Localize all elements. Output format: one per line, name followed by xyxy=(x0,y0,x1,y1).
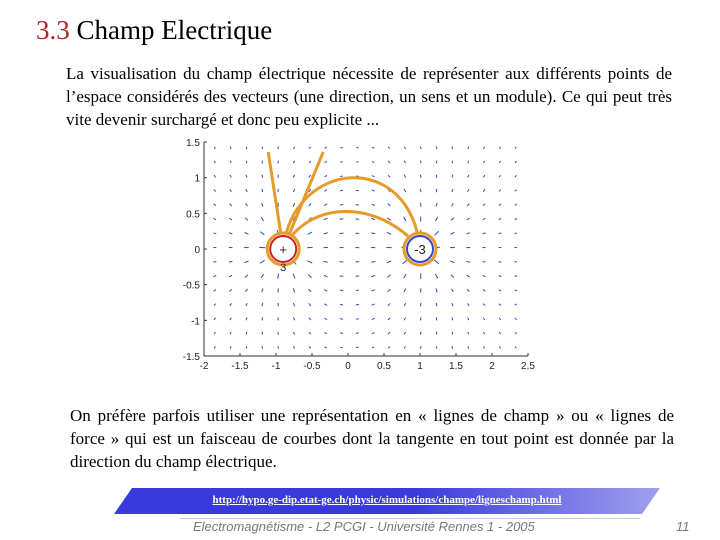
field-vector xyxy=(309,175,311,177)
field-vector xyxy=(435,274,437,278)
field-vector xyxy=(278,146,279,148)
field-vector xyxy=(434,231,438,235)
field-vector xyxy=(246,303,247,306)
field-vector xyxy=(324,318,327,320)
field-vector xyxy=(452,303,453,306)
field-vector xyxy=(499,233,502,234)
field-vector xyxy=(404,217,406,221)
field-chart xyxy=(170,136,540,372)
field-vector xyxy=(436,288,437,292)
field-vector xyxy=(213,218,216,219)
field-vector xyxy=(499,276,502,277)
field-vector xyxy=(214,190,216,192)
field-vector xyxy=(230,147,231,149)
field-vector xyxy=(388,289,391,292)
field-vector xyxy=(468,346,469,348)
field-vector xyxy=(371,218,375,219)
field-vector xyxy=(483,233,486,234)
field-vector xyxy=(229,233,232,234)
field-vector xyxy=(467,204,469,206)
field-vector xyxy=(293,147,294,149)
field-vector xyxy=(420,147,421,149)
field-vector xyxy=(515,204,517,205)
field-vector xyxy=(404,289,406,293)
field-vector xyxy=(293,317,294,320)
field-vector xyxy=(309,347,311,349)
field-vector xyxy=(324,290,327,292)
paragraph-field-lines: On préfère parfois utiliser une représentation en « lignes de champ » ou « lignes de force » qui est un faisceau de courbes dont la tangente en tout point est donnée par la direction du champ électrique. xyxy=(70,406,674,471)
field-vector xyxy=(388,303,390,305)
field-vector xyxy=(404,318,405,321)
field-vector xyxy=(499,219,502,220)
field-vector xyxy=(515,318,517,320)
footer-source: Electromagnétisme - L2 PCGI - Université Rennes 1 - 2005 xyxy=(193,519,535,534)
field-vector xyxy=(404,161,405,163)
field-vector xyxy=(452,175,453,178)
field-vector xyxy=(450,261,454,263)
field-vector xyxy=(293,203,294,207)
field-vector xyxy=(324,261,328,262)
field-vector xyxy=(324,190,327,192)
field-vector xyxy=(293,332,294,335)
field-vector xyxy=(388,347,390,349)
field-vector xyxy=(388,147,390,149)
field-vector xyxy=(515,175,517,177)
field-vector xyxy=(325,147,327,148)
field-vector xyxy=(293,189,294,192)
field-vector xyxy=(262,289,264,293)
field-vector xyxy=(324,233,328,234)
field-vector xyxy=(420,332,421,335)
field-vector xyxy=(214,204,216,206)
field-vector xyxy=(214,290,216,292)
field-vector xyxy=(260,260,265,263)
charge-label: -3 xyxy=(414,242,426,257)
field-vector xyxy=(262,189,263,192)
field-vector xyxy=(515,147,516,149)
x-tick-label: 0 xyxy=(345,361,351,372)
field-vector xyxy=(451,275,454,278)
field-vector xyxy=(245,289,247,292)
field-vector xyxy=(499,318,501,320)
field-vector xyxy=(436,189,437,192)
field-vector xyxy=(340,333,343,334)
field-vector xyxy=(307,261,312,263)
title-text: Champ Electrique xyxy=(76,15,273,45)
field-vector xyxy=(230,303,232,305)
field-vector xyxy=(340,162,343,163)
field-vector xyxy=(499,332,500,334)
field-vector xyxy=(214,332,215,334)
field-vector xyxy=(499,204,501,205)
field-vector xyxy=(371,233,375,234)
x-tick-label: 0.5 xyxy=(377,361,391,372)
field-vector xyxy=(246,189,247,192)
y-tick-label: 1 xyxy=(194,173,200,185)
field-vector xyxy=(372,318,375,319)
field-vector xyxy=(214,147,215,149)
field-vector xyxy=(214,161,215,163)
field-vector xyxy=(229,289,231,291)
field-vector xyxy=(293,274,295,279)
field-vector xyxy=(468,332,469,334)
field-vector xyxy=(230,318,231,320)
page-number: 11 xyxy=(676,519,690,534)
field-vector xyxy=(467,233,470,234)
field-vector xyxy=(309,161,311,163)
field-vector xyxy=(309,289,312,292)
field-vector xyxy=(388,161,390,163)
x-tick-label: -0.5 xyxy=(303,361,321,372)
field-vector xyxy=(388,318,390,320)
field-vector xyxy=(499,346,500,348)
field-vector xyxy=(245,218,248,221)
field-vector xyxy=(436,217,438,221)
field-vector xyxy=(388,204,391,207)
field-vector xyxy=(483,262,486,263)
field-vector xyxy=(230,332,231,334)
field-vector xyxy=(372,204,375,205)
field-vector xyxy=(244,261,248,262)
field-vector xyxy=(309,303,311,306)
field-vector xyxy=(499,147,500,149)
field-vector xyxy=(515,332,517,334)
y-tick-label: -1.5 xyxy=(182,352,200,363)
field-vector xyxy=(340,347,342,348)
field-vector xyxy=(230,189,232,191)
field-line xyxy=(283,178,420,249)
simulation-link[interactable]: http://hypo.ge-dip.etat-ge.ch/physic/simulations/champe/ligneschamp.html xyxy=(212,494,562,506)
field-vector xyxy=(371,261,375,262)
field-vector xyxy=(404,332,405,334)
field-vector xyxy=(309,147,311,149)
field-vector xyxy=(372,290,375,291)
x-tick-label: 1 xyxy=(417,361,423,372)
field-vector xyxy=(309,203,311,206)
field-vector xyxy=(467,289,469,291)
field-vector xyxy=(483,290,485,292)
field-vector xyxy=(245,203,247,206)
y-tick-label: 0 xyxy=(194,245,200,256)
field-vector xyxy=(293,175,294,178)
field-vector xyxy=(213,276,216,277)
x-tick-label: 2 xyxy=(489,361,495,372)
slide-title xyxy=(36,14,272,46)
field-vector xyxy=(388,175,390,177)
field-vector xyxy=(451,218,454,221)
field-vector xyxy=(387,218,390,221)
field-vector xyxy=(325,332,327,333)
link-banner xyxy=(114,488,660,514)
field-vector xyxy=(484,147,485,149)
field-vector xyxy=(229,275,232,277)
field-vector xyxy=(325,347,327,348)
field-vector xyxy=(420,346,421,348)
field-vector xyxy=(293,161,294,163)
field-vector xyxy=(229,261,232,262)
field-vector xyxy=(387,275,391,277)
field-vector xyxy=(483,204,485,206)
field-vector xyxy=(499,304,501,306)
field-vector xyxy=(483,304,485,306)
field-vector xyxy=(340,219,344,220)
x-tick-label: 1.5 xyxy=(449,361,463,372)
field-vector xyxy=(213,262,216,263)
field-vector xyxy=(420,317,421,320)
title-number: 3. xyxy=(36,15,57,45)
field-vector xyxy=(483,318,485,320)
field-vector xyxy=(262,303,263,306)
field-vector xyxy=(278,346,279,348)
field-vector xyxy=(483,218,486,219)
field-vector xyxy=(372,190,375,191)
field-vector xyxy=(387,232,391,234)
field-vector xyxy=(261,274,264,278)
field-vector xyxy=(483,175,484,177)
y-tick-label: 0.5 xyxy=(186,209,200,221)
field-vector xyxy=(324,175,326,177)
field-vector xyxy=(293,346,294,348)
field-vector xyxy=(372,176,375,177)
y-tick-label: -0.5 xyxy=(182,280,200,292)
field-vector xyxy=(515,190,517,191)
x-tick-label: -1.5 xyxy=(231,361,249,372)
field-vector xyxy=(402,260,407,264)
field-vector xyxy=(214,346,215,348)
field-vector xyxy=(404,303,406,306)
field-vector xyxy=(515,219,517,220)
field-vector xyxy=(340,176,343,177)
field-vector xyxy=(372,304,375,305)
field-vector xyxy=(467,303,469,305)
field-vector xyxy=(467,218,470,220)
field-vector xyxy=(515,161,516,163)
field-vector xyxy=(246,332,247,335)
field-vector xyxy=(245,275,248,277)
field-vector xyxy=(324,218,328,220)
field-vector xyxy=(483,275,486,276)
field-vector xyxy=(515,276,517,277)
field-vector xyxy=(262,203,263,207)
field-vector xyxy=(340,304,343,305)
field-vector xyxy=(230,161,231,163)
field-vector xyxy=(309,318,311,320)
field-vector xyxy=(340,319,343,320)
field-vector xyxy=(325,161,327,162)
field-vector xyxy=(340,147,342,148)
field-vector xyxy=(372,147,374,148)
field-vector xyxy=(515,304,517,305)
field-vector xyxy=(278,274,279,279)
field-vector xyxy=(309,332,311,334)
footer xyxy=(0,518,720,538)
field-vector xyxy=(468,175,469,177)
field-vector xyxy=(436,203,437,207)
field-vector xyxy=(372,161,374,162)
field-vector xyxy=(404,147,405,149)
field-vector xyxy=(484,161,485,163)
field-vector xyxy=(388,332,390,334)
field-vector xyxy=(308,232,312,234)
field-vector xyxy=(293,303,294,306)
field-vector xyxy=(324,204,327,206)
field-vector xyxy=(451,203,453,206)
field-vector xyxy=(450,232,454,234)
field-vector xyxy=(278,161,279,164)
charge-label: + xyxy=(279,242,287,257)
field-vector xyxy=(452,318,453,321)
field-vector xyxy=(404,274,407,278)
field-chart-svg xyxy=(170,136,540,372)
field-vector xyxy=(499,161,500,163)
field-vector xyxy=(515,290,517,291)
field-vector xyxy=(468,318,469,320)
field-vector xyxy=(230,346,231,348)
field-vector xyxy=(340,290,343,291)
field-vector xyxy=(420,175,421,178)
field-vector xyxy=(214,175,216,177)
field-vector xyxy=(387,261,392,263)
field-vector xyxy=(420,161,421,164)
field-vector xyxy=(499,290,501,291)
field-vector xyxy=(499,175,501,177)
field-vector xyxy=(340,204,343,205)
field-vector xyxy=(499,190,501,192)
y-tick-label: 1.5 xyxy=(186,138,200,149)
field-vector xyxy=(245,232,249,234)
field-vector xyxy=(468,147,469,149)
field-vector xyxy=(452,189,453,192)
field-vector xyxy=(340,276,344,277)
x-tick-label: -1 xyxy=(271,361,281,372)
field-vector xyxy=(340,190,343,191)
field-vector xyxy=(278,332,279,335)
field-vector xyxy=(230,175,231,177)
field-vector xyxy=(466,261,470,262)
field-vector xyxy=(451,289,453,292)
field-vector xyxy=(372,333,374,334)
field-vector xyxy=(230,204,232,206)
x-tick-label: 2.5 xyxy=(521,361,535,372)
field-vector xyxy=(261,217,263,221)
field-vector xyxy=(371,275,375,276)
field-vector xyxy=(515,346,516,348)
field-vector xyxy=(260,232,264,235)
field-vector xyxy=(214,304,216,306)
y-tick-label: -1 xyxy=(191,316,200,328)
field-line xyxy=(283,212,420,250)
field-vector xyxy=(246,161,247,164)
field-vector xyxy=(213,233,216,234)
field-vector xyxy=(434,260,439,264)
field-vector xyxy=(404,346,405,348)
charge-sublabel: 3 xyxy=(280,262,287,274)
field-vector xyxy=(483,332,484,334)
title-number-part: 3 xyxy=(56,15,70,45)
field-vector xyxy=(404,175,405,178)
paragraph-intro: La visualisation du champ électrique nécessite de représenter aux différents points de l’espace considérés des vecteurs (une direction, un sens et un module). Ce qui peut très vite devenir surchargé et donc peu explicite ... xyxy=(66,64,672,129)
x-tick-label: -2 xyxy=(199,361,209,372)
field-vector xyxy=(484,346,485,348)
field-vector xyxy=(324,275,328,277)
field-vector xyxy=(467,275,470,277)
field-vector xyxy=(468,161,469,163)
field-vector xyxy=(436,303,437,306)
field-vector xyxy=(467,189,469,191)
field-vector xyxy=(246,175,247,178)
field-vector xyxy=(372,347,374,348)
field-vector xyxy=(246,318,247,321)
field-vector xyxy=(404,189,405,192)
field-vector xyxy=(214,318,216,320)
field-vector xyxy=(229,218,232,220)
field-vector xyxy=(308,275,311,278)
field-vector xyxy=(483,189,485,191)
field-vector xyxy=(324,304,327,306)
field-vector xyxy=(293,288,294,292)
